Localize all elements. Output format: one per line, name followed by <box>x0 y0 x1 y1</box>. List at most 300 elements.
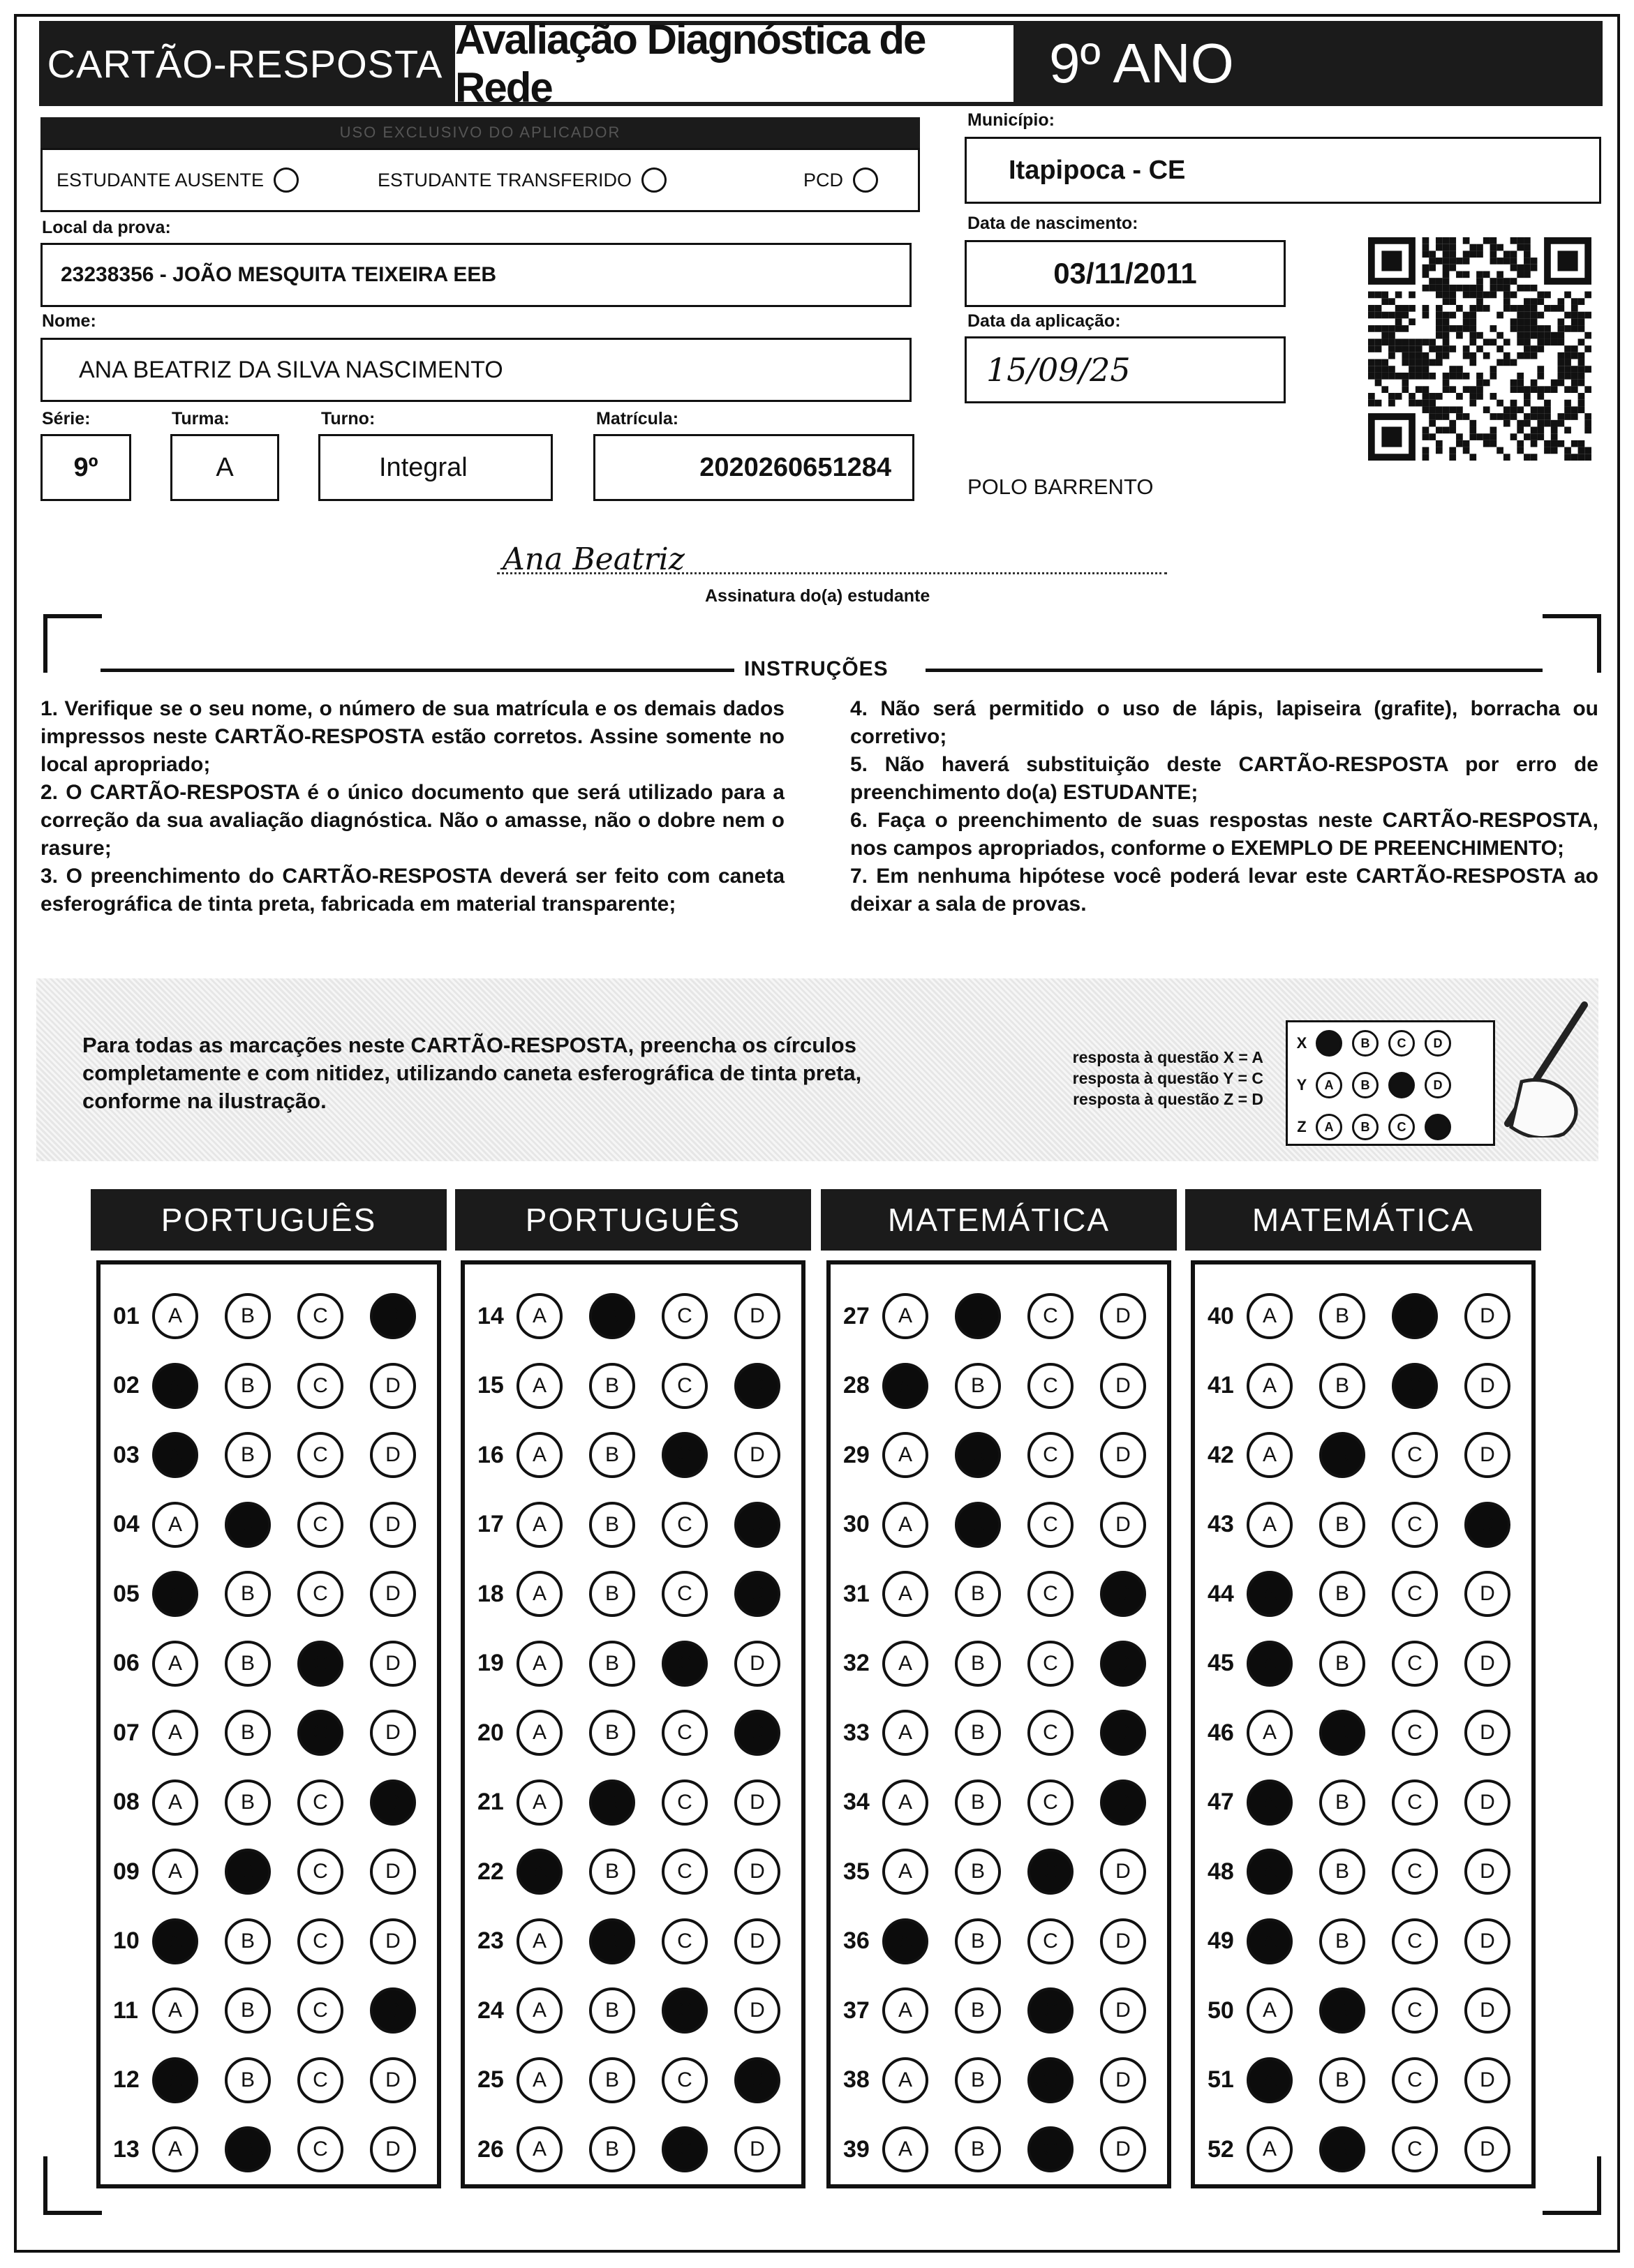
answer-bubble-d[interactable]: D <box>370 1849 416 1895</box>
answer-bubble-d[interactable]: D <box>734 1502 780 1548</box>
answer-bubble-d[interactable]: D <box>1100 1363 1146 1409</box>
answer-bubble-b[interactable]: B <box>955 1293 1001 1339</box>
question-row <box>113 1636 443 1692</box>
question-number: 16 <box>477 1441 504 1468</box>
answer-bubble-d[interactable]: D <box>370 1502 416 1548</box>
question-row <box>113 1913 443 1969</box>
answer-bubble-c[interactable]: C <box>297 1641 343 1687</box>
question-number: 02 <box>113 1372 140 1398</box>
answer-bubble-b[interactable]: B <box>589 1502 635 1548</box>
answer-bubble-b[interactable]: B <box>225 1918 271 1964</box>
question-row <box>477 2121 807 2177</box>
answer-bubble-a[interactable]: A <box>882 1293 928 1339</box>
example-row <box>1288 1106 1493 1148</box>
answer-bubble-b[interactable]: B <box>1319 1641 1365 1687</box>
answer-bubble-c[interactable]: C <box>1027 1710 1074 1756</box>
answer-bubble-d[interactable]: D <box>1100 1502 1146 1548</box>
answer-bubble-b[interactable]: B <box>1319 1780 1365 1826</box>
answer-bubble-b[interactable]: B <box>955 1502 1001 1548</box>
answer-bubble-a[interactable]: A <box>517 1432 563 1478</box>
question-number: 30 <box>843 1511 870 1537</box>
example-row-key: Y <box>1296 1076 1307 1094</box>
absent-bubble[interactable] <box>274 167 299 193</box>
answer-bubble-c[interactable]: C <box>297 1571 343 1617</box>
answer-bubble-c[interactable]: C <box>1392 2057 1438 2103</box>
question-row <box>843 1427 1173 1483</box>
answer-bubble-a[interactable]: A <box>1247 1363 1293 1409</box>
answer-bubble-a[interactable]: A <box>517 1710 563 1756</box>
question-row <box>113 1983 443 2038</box>
answer-bubble-a[interactable]: A <box>882 2057 928 2103</box>
transferred-bubble[interactable] <box>641 167 667 193</box>
birth-field: 03/11/2011 <box>965 240 1286 307</box>
answer-bubble-d[interactable]: D <box>1464 1363 1510 1409</box>
question-row <box>843 1288 1173 1344</box>
answer-bubble-a[interactable]: A <box>152 1918 198 1964</box>
answer-bubble-a[interactable]: A <box>882 1849 928 1895</box>
question-number: 29 <box>843 1441 870 1468</box>
absent-option[interactable] <box>57 167 299 193</box>
answer-bubble-a[interactable]: A <box>1247 1918 1293 1964</box>
answer-bubble-d[interactable]: D <box>1100 1918 1146 1964</box>
question-number: 04 <box>113 1511 140 1537</box>
legend-line-y: resposta à questão Y = C <box>1072 1069 1263 1087</box>
answer-bubble-b[interactable]: B <box>225 1571 271 1617</box>
answer-bubble-c[interactable]: C <box>1392 1849 1438 1895</box>
answer-bubble-a[interactable]: A <box>1247 1849 1293 1895</box>
fill-example-legend <box>977 1047 1263 1110</box>
example-row <box>1288 1022 1493 1064</box>
name-field: ANA BEATRIZ DA SILVA NASCIMENTO <box>40 338 912 402</box>
answer-bubble-c[interactable]: C <box>1392 1571 1438 1617</box>
answer-bubble-c[interactable]: C <box>662 2126 708 2172</box>
answer-bubble-a[interactable]: A <box>517 2057 563 2103</box>
answer-bubble-a[interactable]: A <box>1247 1293 1293 1339</box>
instructions-rule-left <box>101 669 734 672</box>
question-number: 06 <box>113 1650 140 1676</box>
local-label: Local da prova: <box>42 218 171 237</box>
application-date-field: 15/09/25 <box>965 336 1286 403</box>
answer-bubble-c[interactable]: C <box>1027 1432 1074 1478</box>
answer-bubble-a[interactable]: A <box>1247 2057 1293 2103</box>
answer-bubble-d[interactable]: D <box>1100 1987 1146 2034</box>
answer-bubble-d[interactable]: D <box>1100 2126 1146 2172</box>
card-title: CARTÃO-RESPOSTA <box>39 21 451 106</box>
answer-bubble-b[interactable]: B <box>225 1502 271 1548</box>
answer-bubble-c[interactable]: C <box>297 2126 343 2172</box>
answer-bubble-d[interactable]: D <box>734 2057 780 2103</box>
answer-bubble-d[interactable]: D <box>370 1641 416 1687</box>
answer-bubble-a[interactable]: A <box>1247 1432 1293 1478</box>
answer-bubble-c[interactable]: C <box>1027 1780 1074 1826</box>
answer-bubble-a[interactable]: A <box>152 2126 198 2172</box>
question-row <box>477 2052 807 2108</box>
applicator-options <box>40 148 920 212</box>
answer-bubble-a[interactable]: A <box>882 1363 928 1409</box>
name-label: Nome: <box>42 311 96 331</box>
question-row <box>113 1775 443 1830</box>
municipio-field: Itapipoca - CE <box>965 137 1601 204</box>
answer-bubble-c[interactable]: C <box>1027 1849 1074 1895</box>
answer-bubble-c[interactable]: C <box>1027 1918 1074 1964</box>
answer-bubble-a[interactable]: A <box>882 1987 928 2034</box>
answer-bubble-a[interactable]: A <box>152 1293 198 1339</box>
answer-bubble-a[interactable]: A <box>882 1780 928 1826</box>
answer-bubble-c[interactable]: C <box>1027 2057 1074 2103</box>
answer-bubble-d[interactable]: D <box>1100 2057 1146 2103</box>
answer-bubble-c[interactable]: C <box>662 1363 708 1409</box>
answer-bubble-d[interactable]: D <box>734 1571 780 1617</box>
question-row <box>1208 1427 1537 1483</box>
answer-panel <box>1191 1260 1536 2188</box>
answer-bubble-b[interactable]: B <box>955 1780 1001 1826</box>
qr-code-icon <box>1368 237 1591 461</box>
answer-bubble-c[interactable]: C <box>1392 1987 1438 2034</box>
answer-bubble-d[interactable]: D <box>734 1432 780 1478</box>
answer-bubble-a[interactable]: A <box>882 1641 928 1687</box>
answer-bubble-c[interactable]: C <box>1392 1502 1438 1548</box>
answer-bubble-d[interactable]: D <box>370 1710 416 1756</box>
answer-bubble-c[interactable]: C <box>662 1780 708 1826</box>
answer-bubble-a[interactable]: A <box>152 1432 198 1478</box>
answer-bubble-d[interactable]: D <box>734 1780 780 1826</box>
instruction-6: 6. Faça o preenchimento de suas respostas neste CARTÃO-RESPOSTA, nos campos apropriados, conforme o EXEMPLO DE PREENCHIMENTO; <box>850 809 1598 860</box>
answer-bubble-c[interactable]: C <box>1027 1363 1074 1409</box>
question-row <box>113 2052 443 2108</box>
answer-bubble-d[interactable]: D <box>1100 1571 1146 1617</box>
answer-bubble-c[interactable]: C <box>297 1849 343 1895</box>
answer-bubble-b[interactable]: B <box>225 1987 271 2034</box>
matricula-field: 2020260651284 <box>593 434 914 501</box>
answer-bubble-d[interactable]: D <box>370 1571 416 1617</box>
answer-bubble-d[interactable]: D <box>1464 1641 1510 1687</box>
answer-bubble-d[interactable]: D <box>370 2057 416 2103</box>
answer-bubble-a[interactable]: A <box>152 1780 198 1826</box>
answer-bubble-c[interactable]: C <box>297 1502 343 1548</box>
corner-mark-bottom-right <box>1543 2156 1601 2215</box>
answer-bubble-a[interactable]: A <box>882 2126 928 2172</box>
answer-bubble-a[interactable]: A <box>882 1432 928 1478</box>
answer-bubble-a[interactable]: A <box>517 1987 563 2034</box>
answer-bubble-b[interactable]: B <box>955 1987 1001 2034</box>
answer-bubble-d[interactable]: D <box>1464 1987 1510 2034</box>
question-number: 36 <box>843 1927 870 1954</box>
answer-bubble-b[interactable]: B <box>589 1918 635 1964</box>
answer-bubble-d[interactable]: D <box>1100 1641 1146 1687</box>
answer-bubble-a[interactable]: A <box>882 1918 928 1964</box>
answer-bubble-d[interactable]: D <box>1464 1293 1510 1339</box>
municipio-label: Município: <box>967 110 1055 130</box>
question-number: 18 <box>477 1580 504 1607</box>
answer-bubble-a[interactable]: A <box>1247 1502 1293 1548</box>
fill-example-text: Para todas as marcações neste CARTÃO-RESPOSTA, preencha os círculos completamente e com nitidez, utilizando caneta esferográfica de tinta preta, conforme na ilustração. <box>82 1033 862 1113</box>
answer-bubble-b[interactable]: B <box>589 1987 635 2034</box>
answer-bubble-c[interactable]: C <box>662 1918 708 1964</box>
question-number: 24 <box>477 1997 504 2024</box>
answer-bubble-c[interactable]: C <box>662 1641 708 1687</box>
answer-bubble-d[interactable]: D <box>734 1849 780 1895</box>
question-number: 33 <box>843 1719 870 1746</box>
answer-bubble-b[interactable]: B <box>589 2126 635 2172</box>
answer-bubble-c[interactable]: C <box>297 1780 343 1826</box>
answer-bubble-c[interactable]: C <box>1027 2126 1074 2172</box>
answer-bubble-c[interactable]: C <box>1027 1641 1074 1687</box>
answer-bubble-d[interactable]: D <box>370 1918 416 1964</box>
answer-bubble-b[interactable]: B <box>1319 2126 1365 2172</box>
answer-bubble-c[interactable]: C <box>662 1987 708 2034</box>
answer-bubble-b[interactable]: B <box>955 2126 1001 2172</box>
answer-bubble-a[interactable]: A <box>517 1641 563 1687</box>
answer-bubble-d[interactable]: D <box>1100 1710 1146 1756</box>
transferred-option[interactable] <box>378 167 667 193</box>
answer-bubble-d[interactable]: D <box>1464 2057 1510 2103</box>
answer-bubble-c[interactable]: C <box>1027 1987 1074 2034</box>
example-bubble <box>1316 1030 1342 1057</box>
answer-bubble-a[interactable]: A <box>152 2057 198 2103</box>
question-row <box>1208 1844 1537 1900</box>
answer-bubble-c[interactable]: C <box>1392 1432 1438 1478</box>
answer-bubble-c[interactable]: C <box>662 1502 708 1548</box>
answer-bubble-b[interactable]: B <box>589 1641 635 1687</box>
example-bubble: D <box>1425 1030 1451 1057</box>
answer-bubble-c[interactable]: C <box>1392 1780 1438 1826</box>
question-row <box>477 1566 807 1622</box>
pcd-option[interactable] <box>803 167 878 193</box>
answer-bubble-b[interactable]: B <box>589 2057 635 2103</box>
turno-label: Turno: <box>321 409 376 428</box>
answer-bubble-a[interactable]: A <box>152 1849 198 1895</box>
answer-bubble-a[interactable]: A <box>152 1502 198 1548</box>
question-row <box>1208 1775 1537 1830</box>
answer-bubble-d[interactable]: D <box>734 1710 780 1756</box>
answer-bubble-c[interactable]: C <box>662 1432 708 1478</box>
answer-bubble-b[interactable]: B <box>225 1363 271 1409</box>
serie-field: 9º <box>40 434 131 501</box>
answer-bubble-c[interactable]: C <box>297 2057 343 2103</box>
answer-bubble-d[interactable]: D <box>1100 1849 1146 1895</box>
corner-mark-top-right <box>1543 614 1601 673</box>
answer-bubble-d[interactable]: D <box>734 1987 780 2034</box>
answer-bubble-c[interactable]: C <box>297 1710 343 1756</box>
answer-bubble-a[interactable]: A <box>517 1571 563 1617</box>
instruction-1: 1. Verifique se o seu nome, o número de sua matrícula e os demais dados impressos neste CARTÃO-RESPOSTA estão corretos. Assine somente no local apropriado; <box>40 697 785 776</box>
answer-bubble-d[interactable]: D <box>1464 1710 1510 1756</box>
answer-bubble-b[interactable]: B <box>1319 1293 1365 1339</box>
answer-bubble-c[interactable]: C <box>297 1987 343 2034</box>
answer-bubble-b[interactable]: B <box>225 2126 271 2172</box>
answer-bubble-b[interactable]: B <box>955 1641 1001 1687</box>
question-row <box>843 1983 1173 2038</box>
answer-bubble-b[interactable]: B <box>225 2057 271 2103</box>
example-row <box>1288 1064 1493 1106</box>
answer-bubble-b[interactable]: B <box>589 1849 635 1895</box>
question-row <box>113 1566 443 1622</box>
answer-bubble-b[interactable]: B <box>589 1363 635 1409</box>
answer-bubble-a[interactable]: A <box>1247 1710 1293 1756</box>
answer-bubble-a[interactable]: A <box>1247 1571 1293 1617</box>
answer-bubble-c[interactable]: C <box>1392 1918 1438 1964</box>
question-row <box>1208 2121 1537 2177</box>
grade-title: 9º ANO <box>1018 21 1603 106</box>
question-row <box>843 1358 1173 1414</box>
transferred-label: ESTUDANTE TRANSFERIDO <box>378 169 632 191</box>
answer-bubble-c[interactable]: C <box>1027 1293 1074 1339</box>
question-number: 47 <box>1208 1789 1234 1815</box>
answer-bubble-d[interactable]: D <box>1464 1571 1510 1617</box>
answer-bubble-b[interactable]: B <box>1319 1432 1365 1478</box>
answer-bubble-a[interactable]: A <box>882 1710 928 1756</box>
answer-bubble-c[interactable]: C <box>297 1432 343 1478</box>
answer-bubble-b[interactable]: B <box>1319 1571 1365 1617</box>
answer-bubble-d[interactable]: D <box>1464 1918 1510 1964</box>
answer-bubble-d[interactable]: D <box>370 1363 416 1409</box>
answer-bubble-b[interactable]: B <box>225 1780 271 1826</box>
answer-bubble-b[interactable]: B <box>955 1571 1001 1617</box>
answer-bubble-b[interactable]: B <box>1319 1918 1365 1964</box>
answer-bubble-b[interactable]: B <box>589 1780 635 1826</box>
answer-bubble-b[interactable]: B <box>225 1641 271 1687</box>
answer-bubble-b[interactable]: B <box>1319 2057 1365 2103</box>
question-number: 12 <box>113 2066 140 2093</box>
answer-bubble-c[interactable]: C <box>1027 1571 1074 1617</box>
answer-bubble-d[interactable]: D <box>370 1293 416 1339</box>
answer-bubble-c[interactable]: C <box>297 1363 343 1409</box>
question-number: 40 <box>1208 1302 1234 1329</box>
answer-bubble-d[interactable]: D <box>734 1641 780 1687</box>
answer-bubble-d[interactable]: D <box>734 1293 780 1339</box>
answer-bubble-c[interactable]: C <box>297 1293 343 1339</box>
answer-bubble-a[interactable]: A <box>882 1571 928 1617</box>
birth-label: Data de nascimento: <box>967 214 1138 233</box>
answer-bubble-d[interactable]: D <box>734 2126 780 2172</box>
answer-bubble-d[interactable]: D <box>370 2126 416 2172</box>
answer-bubble-d[interactable]: D <box>1464 1502 1510 1548</box>
example-bubble: B <box>1352 1072 1379 1098</box>
answer-bubble-b[interactable]: B <box>955 1918 1001 1964</box>
question-number: 32 <box>843 1650 870 1676</box>
answer-bubble-b[interactable]: B <box>225 1293 271 1339</box>
polo-label: POLO BARRENTO <box>967 475 1154 499</box>
answer-bubble-a[interactable]: A <box>1247 1641 1293 1687</box>
answer-bubble-c[interactable]: C <box>662 1571 708 1617</box>
answer-bubble-b[interactable]: B <box>589 1571 635 1617</box>
question-number: 45 <box>1208 1650 1234 1676</box>
answer-bubble-b[interactable]: B <box>1319 1987 1365 2034</box>
answer-bubble-a[interactable]: A <box>517 1363 563 1409</box>
answer-bubble-b[interactable]: B <box>225 1432 271 1478</box>
answer-bubble-a[interactable]: A <box>882 1502 928 1548</box>
answer-bubble-b[interactable]: B <box>1319 1502 1365 1548</box>
instruction-3: 3. O preenchimento do CARTÃO-RESPOSTA deverá ser feito com caneta esferográfica de tinta preta, fabricada em material transparente; <box>40 865 785 916</box>
answer-bubble-b[interactable]: B <box>955 1432 1001 1478</box>
answer-bubble-a[interactable]: A <box>517 1780 563 1826</box>
question-row <box>477 1983 807 2038</box>
answer-bubble-b[interactable]: B <box>589 1710 635 1756</box>
question-number: 09 <box>113 1858 140 1885</box>
question-row <box>843 1497 1173 1553</box>
answer-bubble-a[interactable]: A <box>1247 2126 1293 2172</box>
applicator-bar: USO EXCLUSIVO DO APLICADOR <box>40 117 920 148</box>
answer-bubble-a[interactable]: A <box>152 1710 198 1756</box>
answer-bubble-d[interactable]: D <box>370 1987 416 2034</box>
answer-bubble-d[interactable]: D <box>1100 1293 1146 1339</box>
answer-bubble-d[interactable]: D <box>370 1432 416 1478</box>
application-date-label: Data da aplicação: <box>967 311 1121 331</box>
answer-bubble-b[interactable]: B <box>225 1849 271 1895</box>
answer-bubble-c[interactable]: C <box>662 1849 708 1895</box>
answer-bubble-b[interactable]: B <box>1319 1363 1365 1409</box>
answer-bubble-d[interactable]: D <box>1464 1432 1510 1478</box>
signature-label: Assinatura do(a) estudante <box>705 586 930 606</box>
answer-bubble-a[interactable]: A <box>1247 1780 1293 1826</box>
answer-bubble-b[interactable]: B <box>955 2057 1001 2103</box>
question-number: 05 <box>113 1580 140 1607</box>
answer-bubble-c[interactable]: C <box>662 1293 708 1339</box>
answer-bubble-a[interactable]: A <box>152 1571 198 1617</box>
answer-bubble-d[interactable]: D <box>370 1780 416 1826</box>
answer-bubble-a[interactable]: A <box>152 1641 198 1687</box>
instruction-5: 5. Não haverá substituição deste CARTÃO-RESPOSTA por erro de preenchimento do(a) ESTUDANTE; <box>850 753 1598 804</box>
answer-bubble-b[interactable]: B <box>589 1293 635 1339</box>
answer-bubble-c[interactable]: C <box>1027 1502 1074 1548</box>
answer-bubble-c[interactable]: C <box>297 1918 343 1964</box>
answer-bubble-c[interactable]: C <box>1392 2126 1438 2172</box>
answer-bubble-d[interactable]: D <box>1464 1780 1510 1826</box>
pcd-bubble[interactable] <box>853 167 878 193</box>
answer-bubble-a[interactable]: A <box>517 2126 563 2172</box>
answer-bubble-a[interactable]: A <box>152 1363 198 1409</box>
fill-example-grid <box>1286 1020 1495 1146</box>
answer-bubble-c[interactable]: C <box>662 1710 708 1756</box>
answer-bubble-c[interactable]: C <box>1392 1293 1438 1339</box>
answer-bubble-d[interactable]: D <box>1464 1849 1510 1895</box>
question-row <box>843 2052 1173 2108</box>
question-row <box>843 1636 1173 1692</box>
question-row <box>477 1497 807 1553</box>
answer-bubble-d[interactable]: D <box>734 1363 780 1409</box>
answer-bubble-d[interactable]: D <box>1464 2126 1510 2172</box>
answer-bubble-a[interactable]: A <box>517 1502 563 1548</box>
question-number: 43 <box>1208 1511 1234 1537</box>
answer-bubble-b[interactable]: B <box>955 1363 1001 1409</box>
answer-bubble-a[interactable]: A <box>517 1918 563 1964</box>
answer-bubble-c[interactable]: C <box>1392 1710 1438 1756</box>
question-number: 50 <box>1208 1997 1234 2024</box>
answer-bubble-a[interactable]: A <box>1247 1987 1293 2034</box>
answer-bubble-b[interactable]: B <box>589 1432 635 1478</box>
turno-field: Integral <box>318 434 553 501</box>
answer-bubble-c[interactable]: C <box>1392 1363 1438 1409</box>
answer-bubble-b[interactable]: B <box>1319 1849 1365 1895</box>
answer-bubble-d[interactable]: D <box>734 1918 780 1964</box>
answer-bubble-b[interactable]: B <box>225 1710 271 1756</box>
legend-line-z: resposta à questão Z = D <box>1073 1090 1263 1108</box>
question-row <box>1208 1983 1537 2038</box>
answer-bubble-d[interactable]: D <box>1100 1432 1146 1478</box>
answer-bubble-a[interactable]: A <box>517 1293 563 1339</box>
question-number: 28 <box>843 1372 870 1398</box>
answer-bubble-b[interactable]: B <box>955 1710 1001 1756</box>
answer-bubble-b[interactable]: B <box>955 1849 1001 1895</box>
answer-bubble-c[interactable]: C <box>662 2057 708 2103</box>
corner-mark-top-left <box>43 614 102 673</box>
answer-bubble-a[interactable]: A <box>517 1849 563 1895</box>
pen-hand-icon <box>1480 998 1591 1137</box>
answer-bubble-c[interactable]: C <box>1392 1641 1438 1687</box>
answer-bubble-b[interactable]: B <box>1319 1710 1365 1756</box>
answer-bubble-a[interactable]: A <box>152 1987 198 2034</box>
answer-bubble-d[interactable]: D <box>1100 1780 1146 1826</box>
